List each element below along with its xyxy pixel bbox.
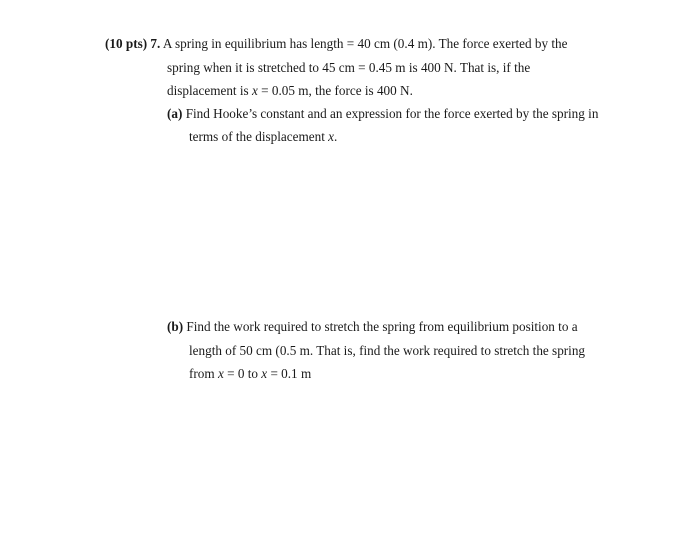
- problem-stem-line-1: [105, 37, 567, 50]
- part-a-line-1: [167, 107, 598, 120]
- variable-x: x: [251, 83, 258, 98]
- part-b-line-1: [167, 320, 578, 333]
- part-b-line-2: [189, 344, 585, 357]
- part-a-text-2-pre: terms of the displacement: [189, 129, 329, 144]
- problem-stem-line-2: [167, 61, 530, 74]
- points-label: (10 pts) 7.: [105, 36, 161, 51]
- variable-x: x: [261, 366, 268, 381]
- part-a-text-2-post: .: [334, 129, 338, 144]
- stem-text-1: A spring in equilibrium has length = 40 cm (0.4 m). The force exerted by the: [162, 36, 568, 51]
- part-a-text-1: Find Hooke’s constant and an expression for the force exerted by the spring in: [185, 106, 599, 121]
- part-a-label: (a): [167, 106, 183, 121]
- part-b-text-1: Find the work required to stretch the spring from equilibrium position to a: [186, 319, 578, 334]
- part-b-text-2: length of 50 cm (0.5 m. That is, find the work required to stretch the spring: [189, 343, 586, 358]
- stem-text-3-post: = 0.05 m, the force is 400 N.: [257, 83, 413, 98]
- variable-x: x: [328, 129, 335, 144]
- part-b-text-3-b: = 0 to: [223, 366, 262, 381]
- stem-text-3-pre: displacement is: [167, 83, 252, 98]
- problem-stem-line-3: [167, 84, 413, 97]
- part-b-text-3-c: = 0.1 m: [267, 366, 312, 381]
- part-b-line-3: [189, 367, 311, 380]
- part-a-line-2: [189, 130, 337, 143]
- part-b-label: (b): [167, 319, 184, 334]
- variable-x: x: [217, 366, 224, 381]
- part-b-text-3-a: from: [189, 366, 218, 381]
- stem-text-2: spring when it is stretched to 45 cm = 0.45 m is 400 N. That is, if the: [167, 60, 531, 75]
